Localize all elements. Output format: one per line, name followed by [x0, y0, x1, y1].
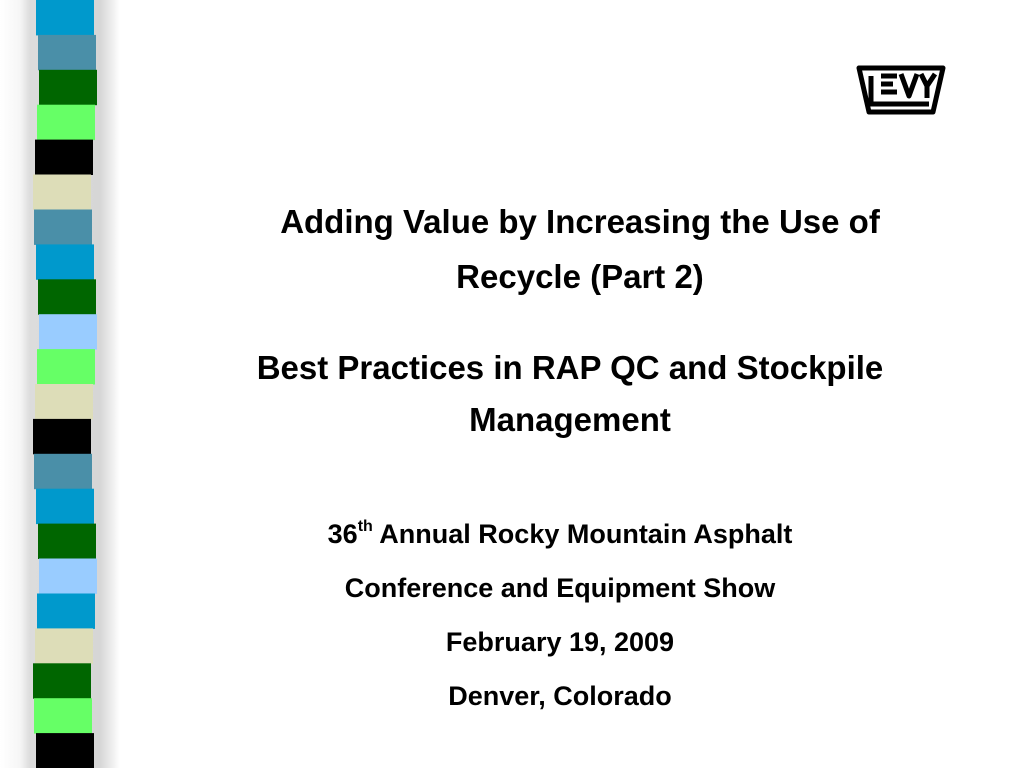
event-date: February 19, 2009 — [445, 627, 675, 657]
color-bar-block — [36, 244, 94, 279]
color-bar-block — [39, 314, 97, 349]
event-ordinal-suffix: th — [357, 518, 373, 535]
color-bar-block — [37, 349, 95, 384]
slide-subtitle — [170, 342, 970, 446]
decorative-color-bar — [0, 0, 120, 768]
color-bar-block — [34, 698, 92, 733]
color-bar-block — [34, 454, 92, 489]
event-name-rest: Annual Rocky Mountain Asphalt — [372, 519, 793, 549]
color-bar-block — [37, 594, 95, 629]
color-bar-block — [36, 0, 94, 35]
organization-logo — [855, 62, 947, 116]
title-line-2: Recycle (Part 2) — [456, 258, 704, 295]
color-bar-block — [38, 279, 96, 314]
color-bar-block — [36, 733, 94, 768]
color-bar-block — [35, 384, 93, 419]
color-bar-block — [36, 489, 94, 524]
event-location: Denver, Colorado — [448, 681, 672, 711]
color-bar-block — [33, 663, 91, 698]
event-name-line-2: Conference and Equipment Show — [344, 573, 776, 603]
color-bar-block — [33, 175, 91, 210]
color-bar-block — [35, 628, 93, 663]
color-bar-block — [34, 210, 92, 245]
color-bar-block — [37, 105, 95, 140]
event-number: 36 — [327, 519, 358, 549]
color-bar-block — [33, 419, 91, 454]
event-info — [160, 507, 960, 723]
subtitle-line-1: Best Practices in RAP QC and Stockpile — [256, 349, 884, 386]
color-bar-block — [39, 559, 97, 594]
color-bar-block — [35, 140, 93, 175]
color-bar-block — [38, 524, 96, 559]
color-bar-block — [39, 70, 97, 105]
subtitle-line-2: Management — [469, 401, 671, 438]
event-name-line-1 — [160, 507, 960, 561]
title-line-1: Adding Value by Increasing the Use of — [280, 203, 880, 240]
slide-title — [180, 194, 980, 304]
color-bar-block — [38, 35, 96, 70]
